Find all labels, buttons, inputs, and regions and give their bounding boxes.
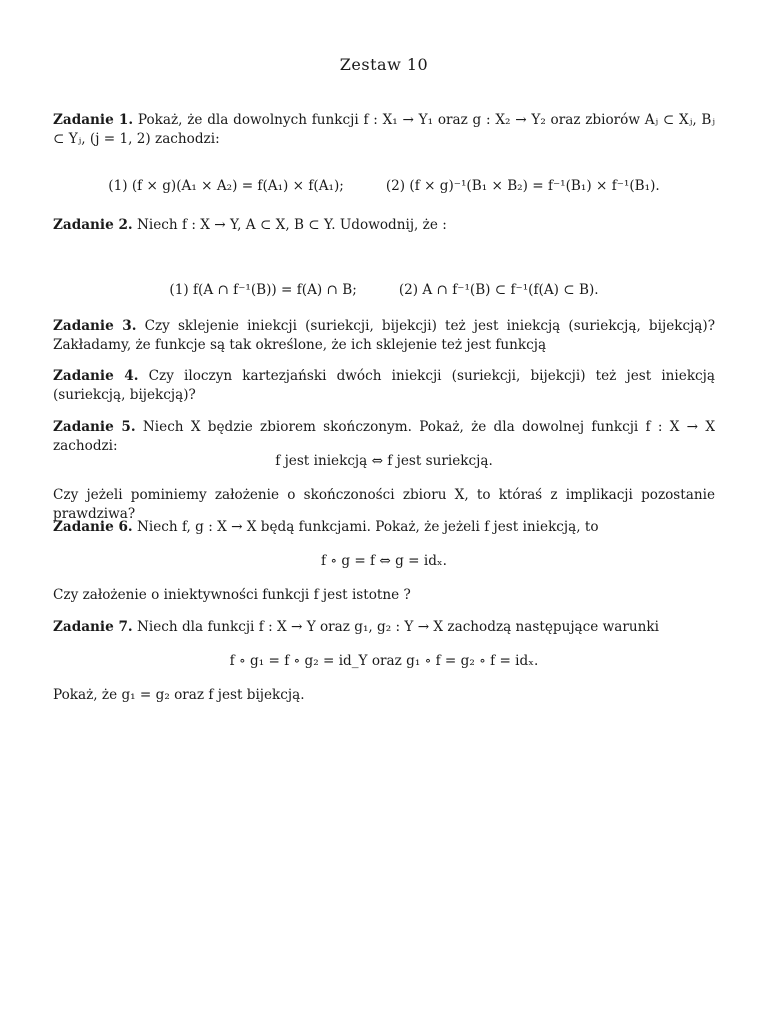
problem-3 [53, 317, 715, 355]
problem-5-text: Niech X będzie zbiorem skończonym. Pokaż, że dla dowolnej funkcji f : X → X zachodzi: [53, 419, 715, 454]
problem-1-formula-2: (2) (f × g)⁻¹(B₁ × B₂) = f⁻¹(B₁) × f⁻¹(B₁). [385, 178, 660, 194]
problem-2-formula-2: (2) A ∩ f⁻¹(B) ⊂ f⁻¹(f(A) ⊂ B). [398, 282, 599, 298]
problem-7 [53, 618, 715, 637]
problem-7-label: Zadanie 7. [53, 619, 133, 635]
problem-7-followup: Pokaż, że g₁ = g₂ oraz f jest bijekcją. [53, 687, 305, 703]
problem-1-formula-1: (1) (f × g)(A₁ × A₂) = f(A₁) × f(A₁); [108, 178, 344, 194]
problem-2-text: Niech f : X → Y, A ⊂ X, B ⊂ Y. Udowodnij, że : [137, 217, 447, 233]
problem-5-label: Zadanie 5. [53, 419, 136, 435]
problem-6-followup: Czy założenie o iniektywności funkcji f jest istotne ? [53, 587, 411, 603]
problem-3-text: Czy sklejenie iniekcji (suriekcji, bijekcji) też jest iniekcją (suriekcją, bijekcją)? Zakładamy, że funkcje są tak określone, że ich sklejenie też jest funkcją [53, 318, 715, 353]
problem-4-text: Czy iloczyn kartezjański dwóch iniekcji (suriekcji, bijekcji) też jest iniekcją (suriekcją, bijekcją)? [53, 368, 715, 403]
problem-5 [53, 418, 715, 456]
problem-3-label: Zadanie 3. [53, 318, 137, 334]
problem-6-label: Zadanie 6. [53, 519, 133, 535]
problem-2-formulas [53, 281, 715, 300]
problem-5-formula: f jest iniekcją ⇔ f jest suriekcją. [275, 453, 493, 469]
problem-5-followup: Czy jeżeli pominiemy założenie o skończoności zbioru X, to któraś z implikacji pozostanie prawdziwa? [53, 487, 715, 522]
problem-1-formulas [53, 177, 715, 196]
problem-4-label: Zadanie 4. [53, 368, 139, 384]
problem-6-formula: f ∘ g = f ⇔ g = idₓ. [320, 553, 447, 569]
problem-2-formula-1: (1) f(A ∩ f⁻¹(B)) = f(A) ∩ B; [169, 282, 357, 298]
problem-1-label: Zadanie 1. [53, 112, 134, 128]
problem-2 [53, 216, 715, 235]
problem-7-text: Niech dla funkcji f : X → Y oraz g₁, g₂ : Y → X zachodzą następujące warunki [137, 619, 659, 635]
problem-6-text: Niech f, g : X → X będą funkcjami. Pokaż, że jeżeli f jest iniekcją, to [137, 519, 599, 535]
problem-7-formula: f ∘ g₁ = f ∘ g₂ = id_Y oraz g₁ ∘ f = g₂ ∘ f = idₓ. [229, 653, 539, 669]
problem-1-text: Pokaż, że dla dowolnych funkcji f : X₁ → Y₁ oraz g : X₂ → Y₂ oraz zbiorów Aⱼ ⊂ Xⱼ, Bⱼ ⊂ Yⱼ, (j = 1, 2) zachodzi: [53, 112, 715, 147]
problem-1 [53, 111, 715, 149]
problem-6 [53, 518, 715, 537]
page-title: Zestaw 10 [339, 55, 429, 74]
problem-2-label: Zadanie 2. [53, 217, 133, 233]
problem-4 [53, 367, 715, 405]
